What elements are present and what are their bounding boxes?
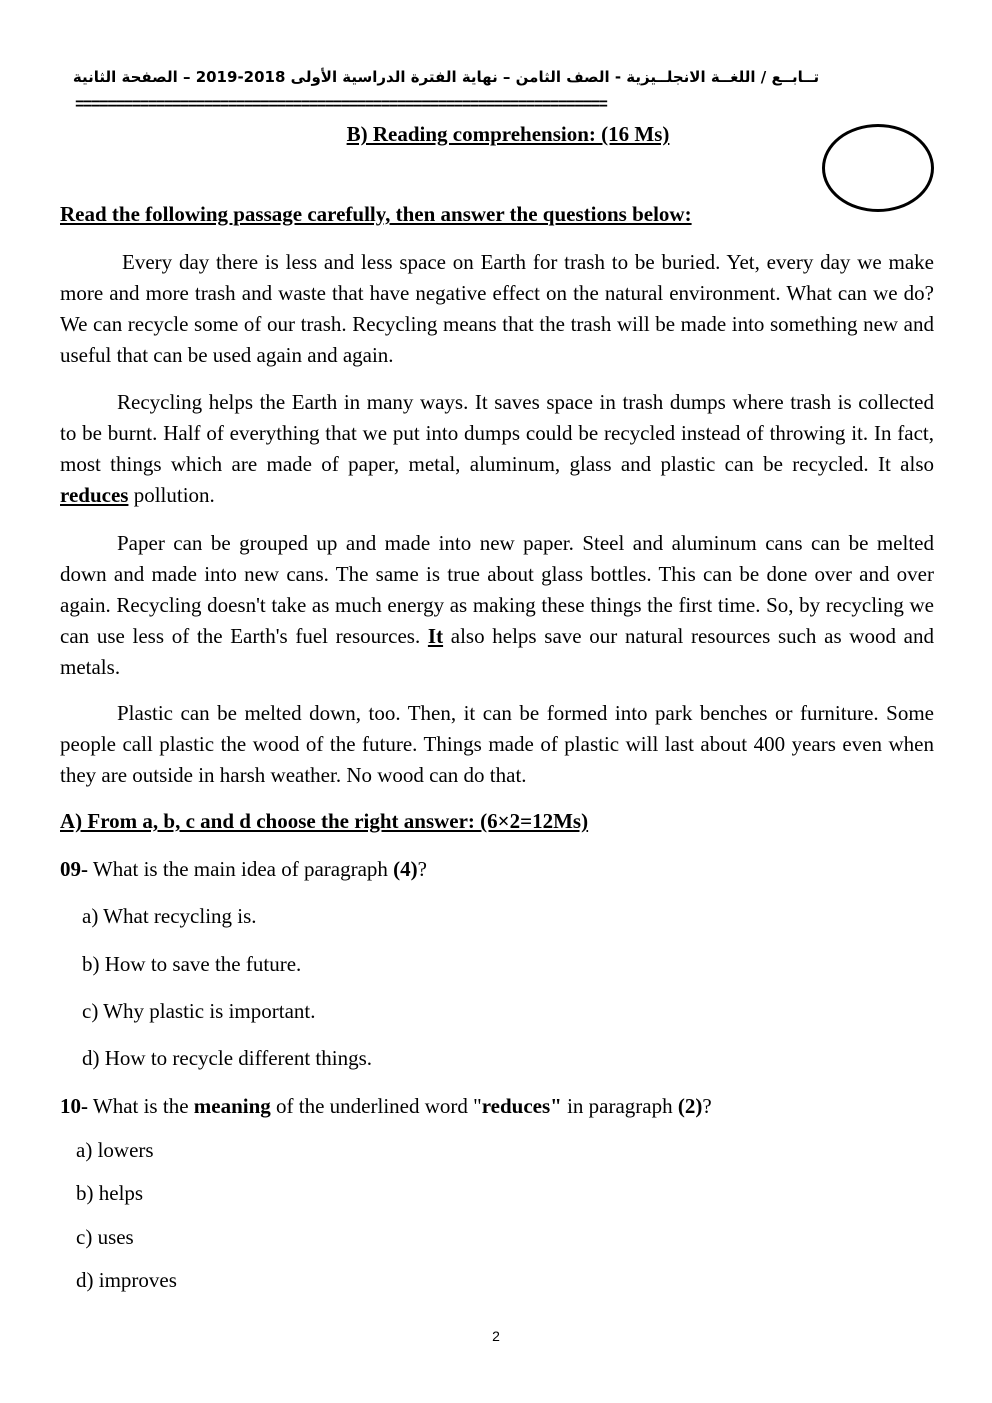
question-10-word: reduces"	[481, 1094, 562, 1118]
question-9-number: 09-	[60, 857, 88, 881]
section-title: B) Reading comprehension: (16 Ms)	[346, 122, 670, 146]
separator-line: ==================================================================	[75, 96, 607, 114]
question-9-paragraph: (4)	[393, 857, 418, 881]
paragraph-2-end: pollution.	[128, 483, 215, 507]
underlined-word-it: It	[427, 624, 444, 648]
question-10-end: ?	[702, 1094, 712, 1118]
part-a-title: A) From a, b, c and d choose the right answer: (6×2=12Ms)	[60, 809, 589, 833]
question-10-option-a[interactable]: a) lowers	[76, 1138, 154, 1162]
paragraph-3-text: Paper can be grouped up and made into new paper. Steel and aluminum cans can be melted down and made into new cans. The same is true about glass bottles. This can be done over and over again. Recycling doesn't take as much energy as making these things the first time. So, by recycling we can use less of the Earth's fuel resources.	[60, 531, 934, 648]
question-9-text: What is the main idea of paragraph	[88, 857, 394, 881]
question-9-option-a[interactable]: a) What recycling is.	[82, 904, 257, 928]
question-10-text-2: of the underlined word "	[270, 1094, 482, 1118]
question-10-meaning: meaning	[193, 1094, 271, 1118]
paragraph-3-end: also helps save our natural resources such as wood and metals.	[60, 624, 934, 679]
exam-header: تــابــع / اللغــة الانجلــيزية - الصف الثامن – نهاية الفترة الدراسية الأولى 2018-2019 – الصفحة الثانية	[72, 68, 820, 86]
score-oval	[822, 124, 934, 212]
question-9-option-b[interactable]: b) How to save the future.	[82, 952, 302, 976]
paragraph-2-text: Recycling helps the Earth in many ways. It saves space in trash dumps where trash is collected to be burnt. Half of everything that we put into dumps could be recycled instead of throwing it. In fact, most things which are made of paper, metal, aluminum, glass and plastic can be recycled. It also	[60, 390, 934, 476]
page-number: 2	[492, 1328, 500, 1344]
question-10-number: 10-	[60, 1094, 88, 1118]
question-10-option-c[interactable]: c) uses	[76, 1225, 134, 1249]
passage-paragraph-3	[60, 528, 934, 683]
question-9-option-d[interactable]: d) How to recycle different things.	[82, 1046, 373, 1070]
question-9	[60, 857, 427, 882]
question-10-text: What is the	[88, 1094, 194, 1118]
passage-paragraph-1: Every day there is less and less space on Earth for trash to be buried. Yet, every day we make more and more trash and waste that have negative effect on the natural environment. What can we do? We can recycle some of our trash. Recycling means that the trash will be made into something new and useful that can be used again and again.	[60, 250, 934, 367]
question-10-option-b[interactable]: b) helps	[76, 1181, 144, 1205]
question-10-option-d[interactable]: d) improves	[76, 1268, 177, 1292]
question-9-option-c[interactable]: c) Why plastic is important.	[82, 999, 316, 1023]
instruction: Read the following passage carefully, then answer the questions below:	[60, 202, 692, 226]
passage-paragraph-4: Plastic can be melted down, too. Then, it can be formed into park benches or furniture. Some people call plastic the wood of the future. Things made of plastic will last about 400 years even when they are outside in harsh weather. No wood can do that.	[60, 701, 934, 787]
question-10-text-3: in paragraph	[561, 1094, 678, 1118]
question-10-paragraph: (2)	[677, 1094, 703, 1118]
passage-paragraph-2	[60, 387, 934, 511]
underlined-word-reduces: reduces	[60, 483, 129, 507]
question-9-end: ?	[417, 857, 427, 881]
question-10	[60, 1094, 712, 1119]
